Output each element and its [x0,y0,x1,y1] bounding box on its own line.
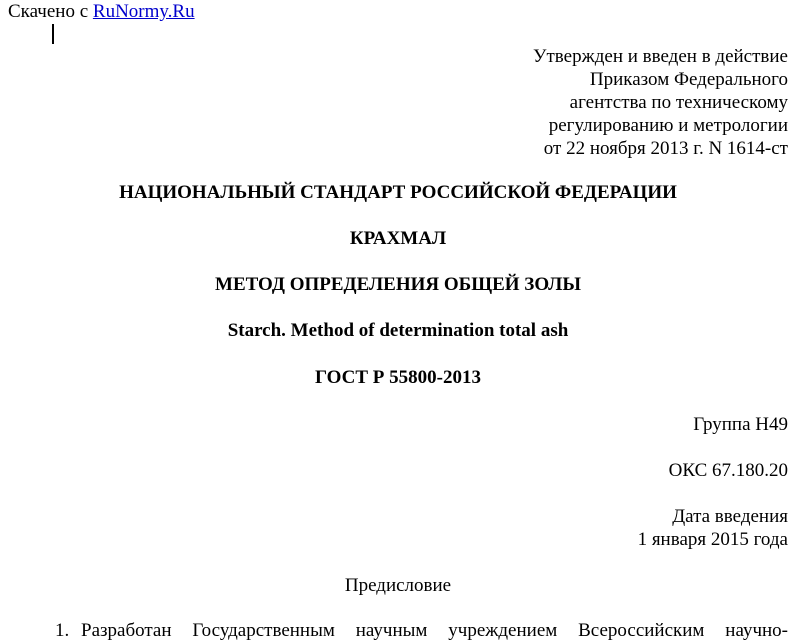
foreword-heading: Предисловие [344,575,452,596]
approval-block [288,45,788,160]
approval-line: регулированию и метрологии [548,115,788,136]
list-item-text: Разработан Государственным научным учреждением Всероссийским научно- [81,620,788,641]
source-link[interactable]: RuNormy.Ru [92,1,195,22]
text-cursor [52,24,54,44]
approval-line: Утвержден и введен в действие [533,46,788,67]
approval-line: от 22 ноября 2013 г. N 1614-ст [543,138,788,159]
approval-line: агентства по техническому [569,92,788,113]
date-label: Дата введения [672,506,788,527]
list-item-number: 1. [55,620,70,641]
method-title: МЕТОД ОПРЕДЕЛЕНИЯ ОБЩЕЙ ЗОЛЫ [215,274,581,295]
date-value: 1 января 2015 года [637,529,788,550]
source-prefix: Скачено с [8,1,89,22]
document-title: КРАХМАЛ [349,228,447,249]
gost-number: ГОСТ Р 55800-2013 [315,367,481,388]
source-line [8,1,195,23]
approval-line: Приказом Федерального [589,69,788,90]
group-label: Группа Н49 [693,414,788,435]
english-title: Starch. Method of determination total ash [227,320,569,341]
oks-label: ОКС 67.180.20 [668,460,788,481]
national-standard-heading: НАЦИОНАЛЬНЫЙ СТАНДАРТ РОССИЙСКОЙ ФЕДЕРАЦИИ [119,182,677,203]
